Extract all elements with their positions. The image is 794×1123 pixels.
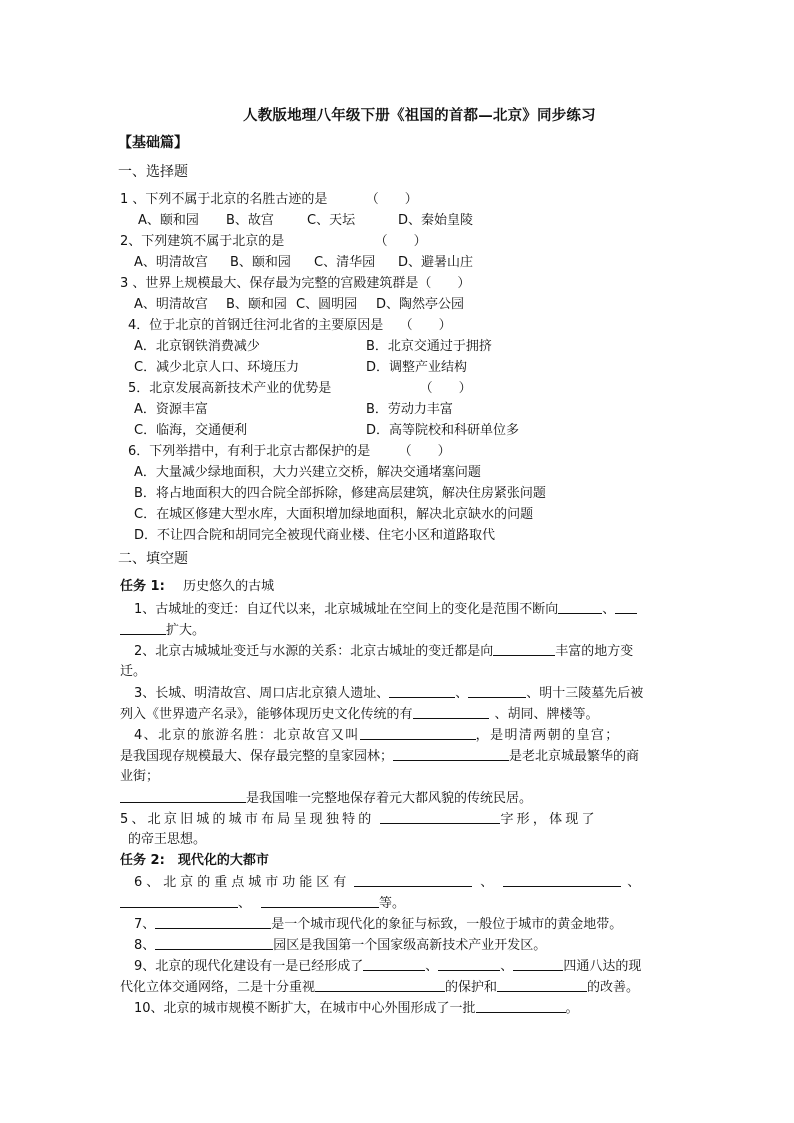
fill-9-text-b: 四通八达的现 (563, 959, 642, 974)
fill-2-blank[interactable] (493, 642, 555, 656)
fill-6-sep-3: 、 (238, 896, 252, 911)
fill-9-line2 (120, 978, 639, 997)
q2-answer-paren: （ ） (374, 234, 427, 249)
fill-2-line1 (134, 642, 633, 661)
fill-9-blank-1[interactable] (363, 957, 425, 971)
section-basic: 【基础篇】 (118, 135, 188, 151)
q6-option-a: A．大量减少绿地面积，大力兴建立交桥，解决交通堵塞问题 (134, 465, 481, 480)
q4-option-d: D．调整产业结构 (366, 360, 468, 375)
q2-option-b: B、颐和园 (230, 255, 291, 270)
q3-stem: 3 、世界上规模最大、保存最为完整的宫殿建筑群是（ ） (120, 276, 471, 291)
q3-option-c: C、圆明园 (296, 297, 358, 312)
fill-6-end: 等。 (379, 896, 406, 911)
q6-answer-paren: （ ） (398, 444, 451, 459)
fill-10-end: 。 (565, 1001, 579, 1016)
q5-option-b: B．劳动力丰富 (366, 402, 453, 417)
q2-option-d: D、避暑山庄 (398, 255, 474, 270)
fill-6-blank-1[interactable] (354, 873, 472, 887)
fill-5-blank-1[interactable] (380, 810, 500, 824)
document-title: 人教版地理八年级下册《祖国的首都—北京》同步练习 (243, 107, 596, 124)
fill-5-text-b: 字形，体现了 (500, 812, 598, 827)
q6-stem (128, 443, 451, 461)
q2-stem (120, 233, 427, 251)
fill-7-text-b: 是一个城市现代化的象征与标致，一般位于城市的黄金地带。 (271, 917, 623, 932)
task1-heading (120, 578, 274, 596)
fill-3-blank-1[interactable] (389, 684, 455, 698)
fill-4-text-b: ，是明清两朝的皇宫； (475, 728, 620, 743)
q2-stem-text: 2、下列建筑不属于北京的是 (120, 234, 285, 249)
fill-10-text: 10、北京的城市规模不断扩大，在城市中心外围形成了一批 (134, 1001, 476, 1016)
fill-3-text-b: 、明十三陵墓先后被 (526, 686, 644, 701)
q3-option-a: A、明清故宫 (134, 297, 208, 312)
fill-6-blank-4[interactable] (261, 894, 379, 908)
q6-option-b: B．将占地面积大的四合院全部拆除，修建高层建筑，解决住房紧张问题 (134, 486, 546, 501)
fill-4-text-c: 是我国现存规模最大、保存最完整的皇家园林； (120, 749, 394, 764)
fill-5-line1 (120, 810, 598, 829)
q4-answer-paren: （ ） (399, 318, 452, 333)
fill-8 (134, 936, 546, 955)
fill-3-text: 3、长城、明清故宫、周口店北京猿人遗址、 (134, 686, 390, 701)
fill-2-text: 2、北京古城城址变迁与水源的关系：北京古城址的变迁都是向 (134, 644, 494, 659)
fill-4-blank-1[interactable] (360, 726, 476, 740)
fill-5-line2: 的帝王思想。 (128, 832, 207, 847)
q2-option-a: A、明清故宫 (134, 255, 208, 270)
fill-3-sep: 、 (455, 686, 469, 701)
fill-6-blank-2[interactable] (503, 873, 621, 887)
q4-option-b: B．北京交通过于拥挤 (366, 339, 492, 354)
fill-6-blank-3[interactable] (120, 894, 238, 908)
fill-9-blank-4[interactable] (315, 978, 445, 992)
fill-1-end: 扩大。 (166, 623, 206, 638)
fill-9-text: 9、北京的现代化建设有一是已经形成了 (134, 959, 364, 974)
fill-1-text: 1、古城址的变迁：自辽代以来，北京城城址在空间上的变化是范围不断向 (134, 602, 559, 617)
q1-stem-text: 1 、下列不属于北京的名胜古迹的是 (120, 192, 328, 207)
q1-answer-paren: （ ） (365, 192, 418, 207)
q5-option-a: A．资源丰富 (134, 402, 208, 417)
fill-6-sep-1: 、 (480, 875, 498, 890)
fill-10-blank[interactable] (476, 999, 566, 1013)
task2-name: 现代化的大都市 (177, 853, 269, 868)
q6-option-c: C．在城区修建大型水库，大面积增加绿地面积，解决北京缺水的问题 (134, 507, 534, 522)
fill-9-blank-3[interactable] (513, 957, 563, 971)
fill-6-line2 (120, 894, 405, 913)
q4-option-c: C．减少北京人口、环境压力 (134, 360, 300, 375)
fill-3-line1 (134, 684, 643, 703)
fill-9-sep-2: 、 (500, 959, 514, 974)
fill-2-line2: 迁。 (120, 664, 147, 679)
q1-option-a: A、颐和园 (138, 213, 199, 228)
fill-6-text: 6、北京的重点城市功能区有 (134, 875, 351, 890)
task1-name: 历史悠久的古城 (183, 579, 275, 594)
fill-4-line4 (120, 789, 532, 808)
q4-option-a: A．北京钢铁消费减少 (134, 339, 260, 354)
q1-option-d: D、秦始皇陵 (398, 213, 474, 228)
fill-9-blank-2[interactable] (438, 957, 500, 971)
q2-option-c: C、清华园 (314, 255, 376, 270)
fill-3-blank-2[interactable] (468, 684, 526, 698)
fill-1-blank-1[interactable] (558, 600, 602, 614)
task2-label: 任务 2: (120, 853, 165, 868)
part1-heading: 一、选择题 (118, 164, 188, 180)
fill-4-blank-2[interactable] (393, 747, 509, 761)
q1-option-c: C、天坛 (307, 213, 356, 228)
fill-4-text: 4、北京的旅游名胜：北京故宫又叫 (134, 728, 360, 743)
fill-4-line2 (120, 747, 639, 766)
fill-1-blank-2b[interactable] (120, 621, 166, 635)
q5-option-d: D．高等院校和科研单位多 (366, 423, 520, 438)
task1-label: 任务 1: (120, 579, 165, 594)
fill-4-line1 (134, 726, 620, 745)
q3-option-d: D、陶然亭公园 (376, 297, 465, 312)
q1-option-b: B、故宫 (226, 213, 274, 228)
fill-9-line1 (134, 957, 641, 976)
fill-8-text: 8、 (134, 938, 156, 953)
fill-10 (134, 999, 579, 1018)
q5-stem-text: 5．北京发展高新技术产业的优势是 (128, 381, 332, 396)
fill-9-text-d: 的保护和 (445, 980, 498, 995)
fill-4-line3: 业街； (120, 769, 160, 784)
fill-9-text-c: 代化立体交通网络，二是十分重视 (120, 980, 316, 995)
fill-4-text-d: 是老北京城最繁华的商 (509, 749, 640, 764)
fill-1-sep: 、 (602, 602, 616, 617)
fill-1-line1 (134, 600, 637, 619)
fill-7-blank[interactable] (155, 915, 271, 929)
q4-stem-text: 4．位于北京的首钢迁往河北省的主要原因是 (128, 318, 384, 333)
fill-8-blank[interactable] (155, 936, 273, 950)
fill-6-sep-2: 、 (627, 875, 645, 890)
fill-3-text-d: 、胡同、牌楼等。 (494, 707, 599, 722)
fill-6-line1 (134, 873, 644, 892)
q6-option-d: D．不让四合院和胡同完全被现代商业楼、住宅小区和道路取代 (134, 528, 496, 543)
q3-option-b: B、颐和园 (226, 297, 287, 312)
fill-9-blank-5[interactable] (497, 978, 587, 992)
q5-option-c: C．临海，交通便利 (134, 423, 248, 438)
fill-2-text-b: 丰富的地方变 (555, 644, 634, 659)
fill-9-text-e: 的改善。 (587, 980, 640, 995)
fill-9-sep-1: 、 (425, 959, 439, 974)
fill-3-line2 (120, 705, 599, 724)
task2-heading (120, 852, 269, 870)
fill-4-blank-3[interactable] (120, 789, 246, 803)
fill-1-blank-2a[interactable] (615, 600, 637, 614)
fill-5-text: 5、北京旧城的城市布局呈现独特的 (120, 812, 375, 827)
fill-7-text: 7、 (134, 917, 156, 932)
fill-8-text-b: 园区是我国第一个国家级高新技术产业开发区。 (273, 938, 547, 953)
q5-stem (128, 380, 472, 398)
fill-4-text-f: 是我国唯一完整地保存着元大都风貌的传统民居。 (246, 791, 533, 806)
q4-stem (128, 317, 452, 335)
fill-7 (134, 915, 622, 934)
part2-heading: 二、填空题 (118, 551, 188, 567)
fill-3-text-c: 列入《世界遗产名录》，能够体现历史文化传统的有 (120, 707, 413, 722)
q6-stem-text: 6．下列举措中，有利于北京古都保护的是 (128, 444, 371, 459)
q1-stem (120, 191, 418, 209)
q5-answer-paren: （ ） (419, 381, 472, 396)
fill-3-blank-3[interactable] (413, 705, 489, 719)
fill-1-line2 (120, 621, 205, 640)
